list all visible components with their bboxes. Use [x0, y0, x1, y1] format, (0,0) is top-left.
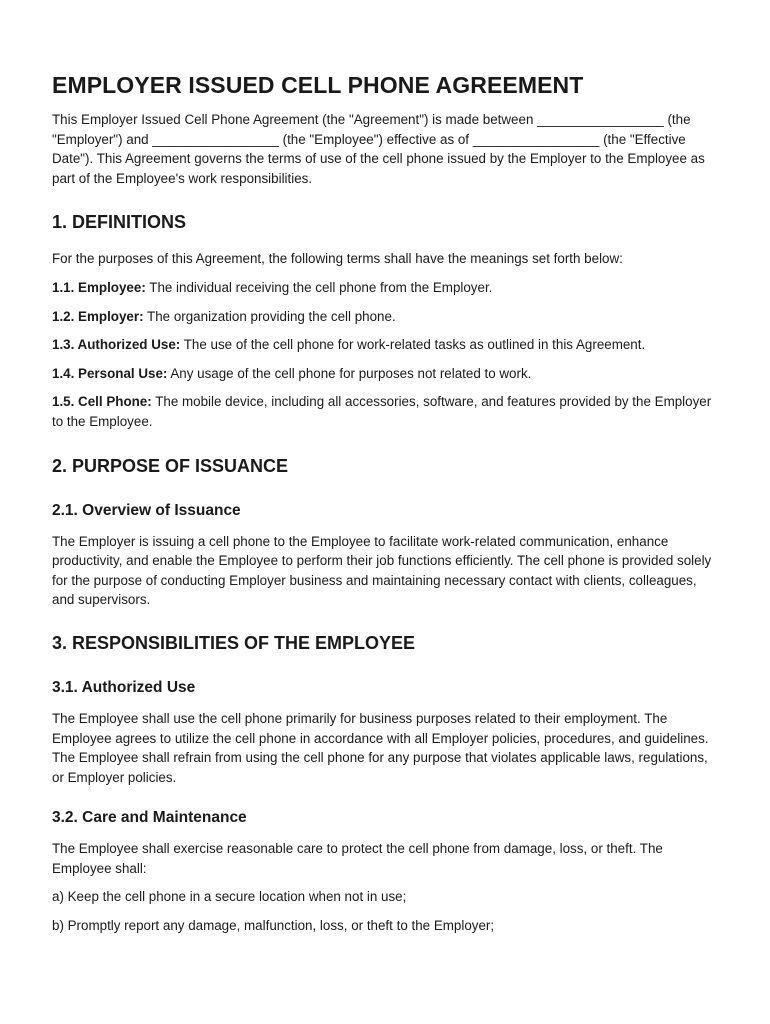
definition-text: The individual receiving the cell phone from the Employer. [145, 279, 493, 295]
subsection-2-1-heading: 2.1. Overview of Issuance [52, 501, 241, 519]
subsection-3-2-heading: 3.2. Care and Maintenance [52, 809, 247, 827]
intro-paragraph: This Employer Issued Cell Phone Agreement (the "Agreement") is made between _________________ (the "Employer") and _________________ (the "Employee") effective as of _________________ (the "Effective Date"). This Agreement governs the terms of use of the cell phone issued by the Employer to the Employee as part of the Employee's work responsibilities. [52, 112, 705, 186]
definition-term: 1.2. Employer: [52, 308, 144, 324]
definitions-lead: For the purposes of this Agreement, the following terms shall have the meanings set forth below: [52, 251, 623, 267]
list-item-b: b) Promptly report any damage, malfunction, loss, or theft to the Employer; [52, 918, 495, 934]
subsection-2-1-text: The Employer is issuing a cell phone to the Employee to facilitate work-related communication, enhance productivity, and enable the Employee to perform their job functions efficiently. The cell phone is provided solely for the purpose of conducting Employer business and maintaining necessary contact with clients, colleagues, and supervisors. [52, 533, 712, 608]
subsection-3-1-heading: 3.1. Authorized Use [52, 678, 196, 696]
definition-text: The mobile device, including all accessories, software, and features provided by the Employer to the Employee. [52, 394, 712, 429]
definition-employee [52, 278, 720, 298]
definition-cell-phone [52, 392, 720, 431]
definition-text: The organization providing the cell phone. [143, 308, 396, 324]
section-1-heading: 1. DEFINITIONS [52, 212, 187, 233]
definition-text: Any usage of the cell phone for purposes not related to work. [167, 365, 532, 381]
section-2-heading: 2. PURPOSE OF ISSUANCE [52, 455, 289, 476]
document-title: EMPLOYER ISSUED CELL PHONE AGREEMENT [52, 72, 584, 98]
definition-text: The use of the cell phone for work-related tasks as outlined in this Agreement. [180, 337, 646, 353]
subsection-3-2-text: The Employee shall exercise reasonable care to protect the cell phone from damage, loss, or theft. The Employee shall: [52, 841, 663, 876]
definition-term: 1.3. Authorized Use: [52, 337, 181, 353]
definition-term: 1.5. Cell Phone: [52, 394, 152, 410]
definition-term: 1.4. Personal Use: [52, 365, 168, 381]
definition-personal-use [52, 364, 720, 384]
document-page [52, 70, 720, 936]
definition-term: 1.1. Employee: [52, 279, 146, 295]
subsection-3-1-text: The Employee shall use the cell phone primarily for business purposes related to their employment. The Employee agrees to utilize the cell phone in accordance with all Employer policies, procedures, and guidelines. The Employee shall refrain from using the cell phone for any purpose that violates applicable laws, regulations, or Employer policies. [52, 710, 709, 785]
definition-authorized-use [52, 335, 720, 355]
list-item-a: a) Keep the cell phone in a secure location when not in use; [52, 889, 407, 905]
definition-employer [52, 307, 720, 327]
section-3-heading: 3. RESPONSIBILITIES OF THE EMPLOYEE [52, 632, 416, 653]
